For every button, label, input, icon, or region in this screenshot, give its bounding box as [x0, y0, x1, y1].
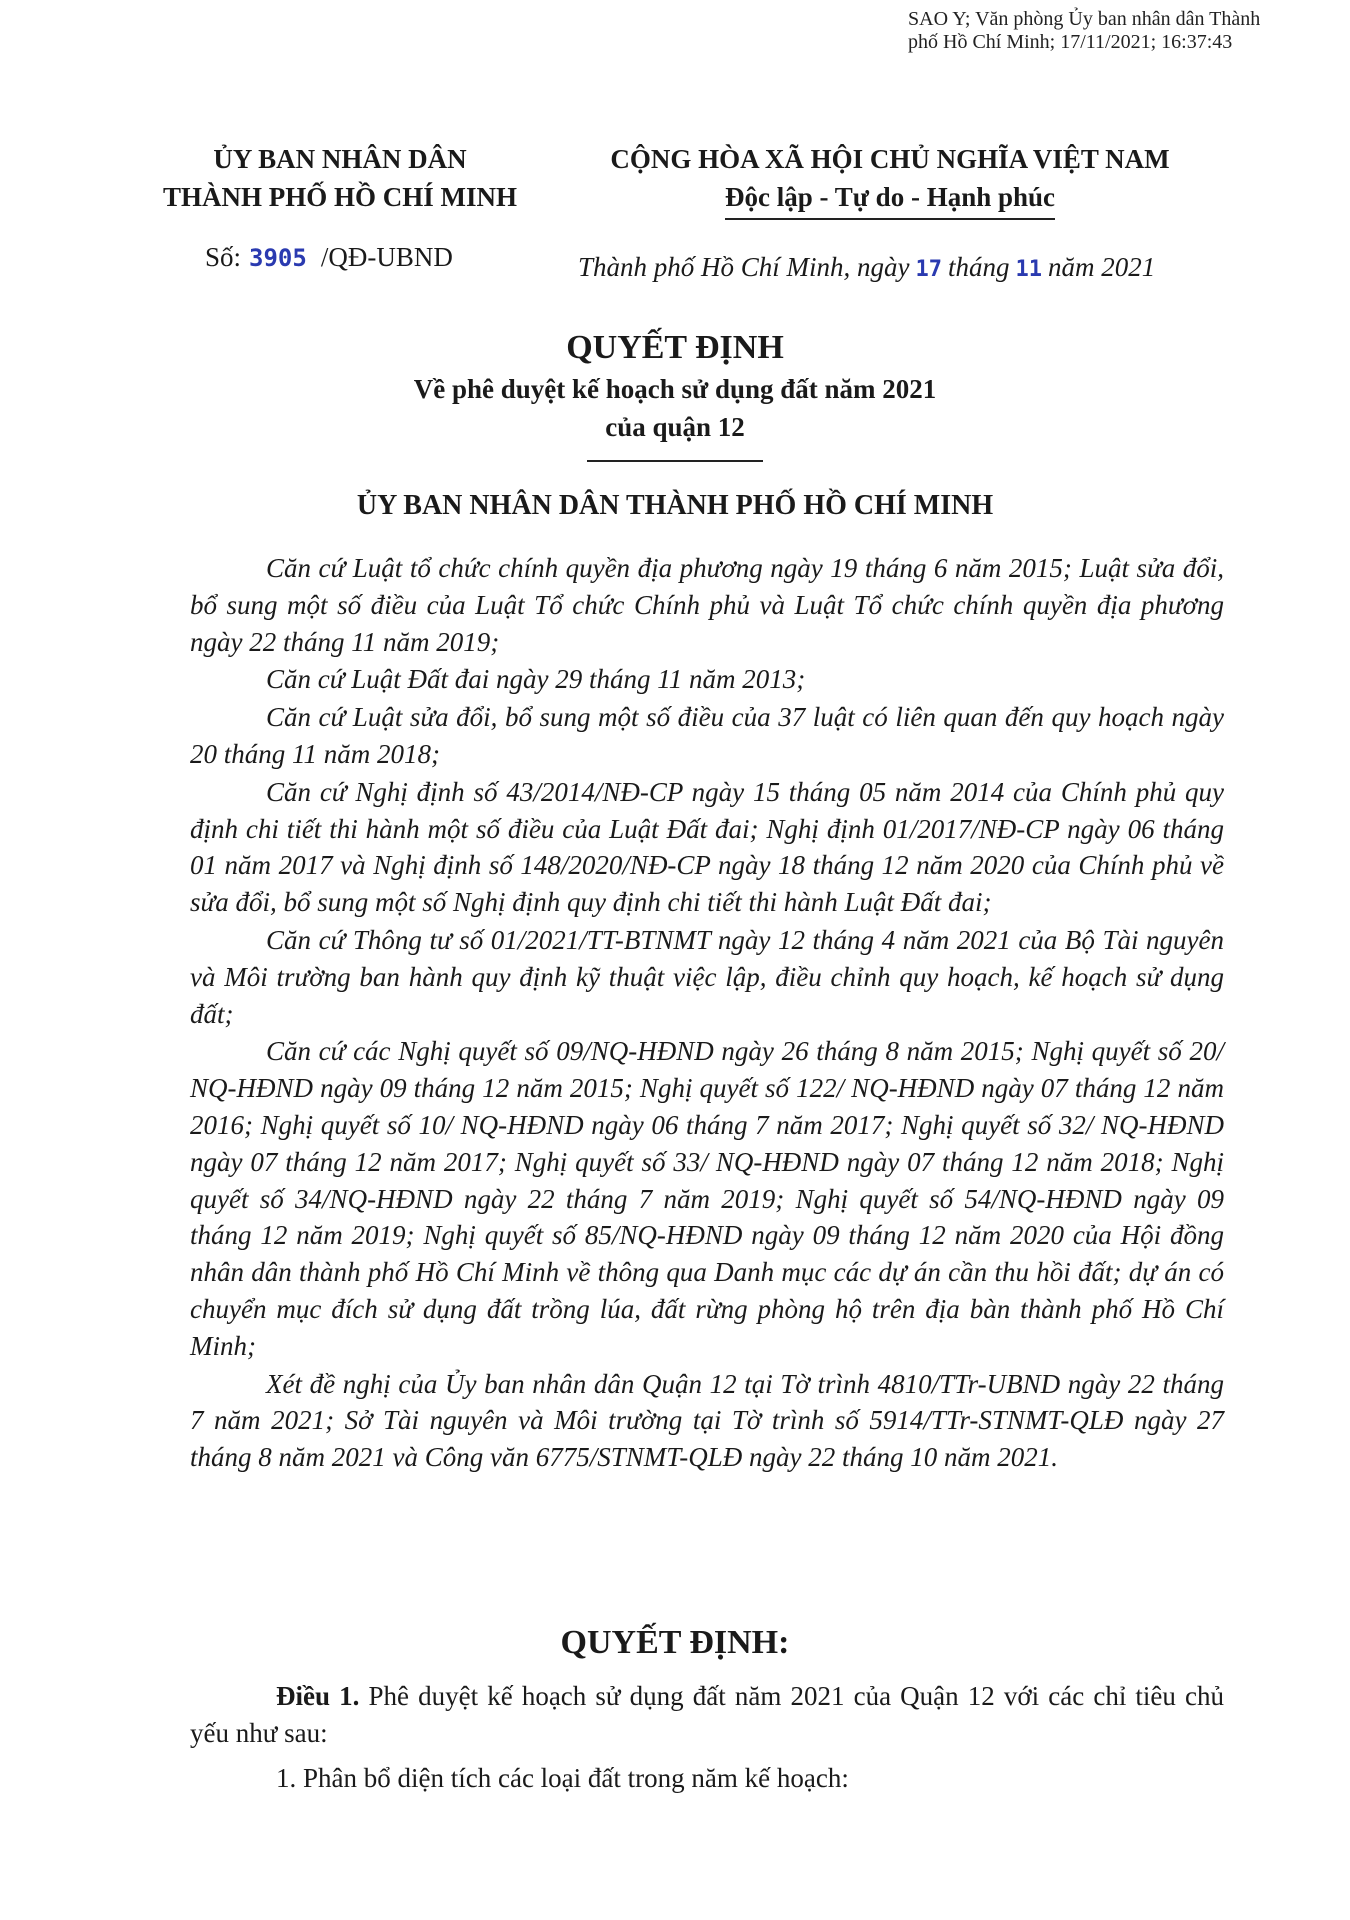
number-suffix: /QĐ-UBND — [320, 242, 453, 272]
title-sub-1: Về phê duyệt kế hoạch sử dụng đất năm 2021 — [413, 374, 937, 404]
preamble-paragraph: Căn cứ Luật sửa đổi, bổ sung một số điều của 37 luật có liên quan đến quy hoạch ngày 20 tháng 11 năm 2018; — [190, 702, 1224, 769]
national-motto: Độc lập - Tự do - Hạnh phúc — [725, 178, 1055, 220]
copy-stamp — [908, 8, 1338, 54]
issuer-heading: ỦY BAN NHÂN DÂN THÀNH PHỐ HỒ CHÍ MINH — [356, 490, 994, 521]
title-divider — [587, 460, 763, 462]
article-1 — [190, 1678, 1224, 1805]
preamble-paragraph: Căn cứ Luật Đất đai ngày 29 tháng 11 năm 2013; — [266, 664, 806, 695]
preamble-paragraph: Căn cứ Thông tư số 01/2021/TT-BTNMT ngày 12 tháng 4 năm 2021 của Bộ Tài nguyên và Môi trường ban hành quy định kỹ thuật việc lập, điều chỉnh quy hoạch, kế hoạch sử dụng đất; — [190, 924, 1224, 1029]
number-label: Số: — [205, 242, 242, 272]
preamble — [190, 550, 1224, 1477]
preamble-paragraph: Căn cứ Luật tổ chức chính quyền địa phương ngày 19 tháng 6 năm 2015; Luật sửa đổi, bổ sung một số điều của Luật Tổ chức Chính phủ và Luật Tổ chức chính quyền địa phương ngày 22 tháng 11 năm 2019; — [190, 553, 1224, 657]
number-value: 3905 — [249, 244, 307, 272]
article-1-text: Phê duyệt kế hoạch sử dụng đất năm 2021 của Quận 12 với các chỉ tiêu chủ yếu như sau: — [190, 1681, 1225, 1748]
date-prefix: Thành phố Hồ Chí Minh, ngày — [578, 252, 910, 282]
issuing-agency — [140, 140, 540, 216]
nation-name: CỘNG HÒA XÃ HỘI CHỦ NGHĨA VIỆT NAM — [610, 144, 1170, 174]
title-main: QUYẾT ĐỊNH — [566, 329, 784, 366]
agency-line-2: THÀNH PHỐ HỒ CHÍ MINH — [162, 182, 517, 212]
preamble-paragraph: Căn cứ các Nghị quyết số 09/NQ-HĐND ngày 26 tháng 8 năm 2015; Nghị quyết số 20/ NQ-HĐND ngày 09 tháng 12 năm 2015; Nghị quyết số 122/ NQ-HĐND ngày 07 tháng 12 năm 2016; Nghị quyết số 10/ NQ-HĐND ngày 06 tháng 7 năm 2017; Nghị quyết số 32/ NQ-HĐND ngày 07 tháng 12 năm 2017; Nghị quyết số 33/ NQ-HĐND ngày 07 tháng 12 năm 2018; Nghị quyết số 34/NQ-HĐND ngày 22 tháng 7 năm 2019; Nghị quyết số 54/NQ-HĐND ngày 09 tháng 12 năm 2019; Nghị quyết số 85/NQ-HĐND ngày 09 tháng 12 năm 2020 của Hội đồng nhân dân thành phố Hồ Chí Minh về thông qua Danh mục các dự án cần thu hồi đất; dự án có chuyển mục đích sử dụng đất trồng lúa, đất rừng phòng hộ trên địa bàn thành phố Hồ Chí Minh; — [190, 1036, 1224, 1361]
date-year: năm 2021 — [1048, 252, 1156, 282]
copy-stamp-line-2: phố Hồ Chí Minh; 17/11/2021; 16:37:43 — [908, 31, 1233, 53]
document-title — [0, 326, 1350, 462]
date-month: 11 — [1015, 257, 1043, 282]
decision-heading: QUYẾT ĐỊNH: — [560, 1624, 790, 1661]
document-date — [578, 252, 1155, 283]
title-sub-2: của quận 12 — [605, 412, 745, 442]
copy-stamp-line-1: SAO Y; Văn phòng Ủy ban nhân dân Thành — [908, 8, 1261, 30]
article-1-item-1: 1. Phân bổ diện tích các loại đất trong năm kế hoạch: — [276, 1763, 849, 1793]
preamble-paragraph: Xét đề nghị của Ủy ban nhân dân Quận 12 tại Tờ trình 4810/TTr-UBND ngày 22 tháng 7 năm 2021; Sở Tài nguyên và Môi trường tại Tờ trình số 5914/TTr-STNMT-QLĐ ngày 27 tháng 8 năm 2021 và Công văn 6775/STNMT-QLĐ ngày 22 tháng 10 năm 2021. — [190, 1368, 1224, 1473]
article-1-paragraph — [190, 1678, 1224, 1752]
date-month-label: tháng — [948, 252, 1010, 282]
date-day: 17 — [915, 257, 943, 282]
document-number — [205, 242, 453, 273]
article-1-label: Điều 1. — [276, 1681, 360, 1711]
agency-line-1: ỦY BAN NHÂN DÂN — [213, 144, 467, 174]
national-heading — [570, 140, 1210, 220]
preamble-paragraph: Căn cứ Nghị định số 43/2014/NĐ-CP ngày 15 tháng 05 năm 2014 của Chính phủ quy định chi tiết thi hành một số điều của Luật Đất đai; Nghị định 01/2017/NĐ-CP ngày 06 tháng 01 năm 2017 và Nghị định số 148/2020/NĐ-CP ngày 18 tháng 12 năm 2020 của Chính phủ về sửa đổi, bổ sung một số Nghị định quy định chi tiết thi hành Luật Đất đai; — [190, 776, 1224, 918]
